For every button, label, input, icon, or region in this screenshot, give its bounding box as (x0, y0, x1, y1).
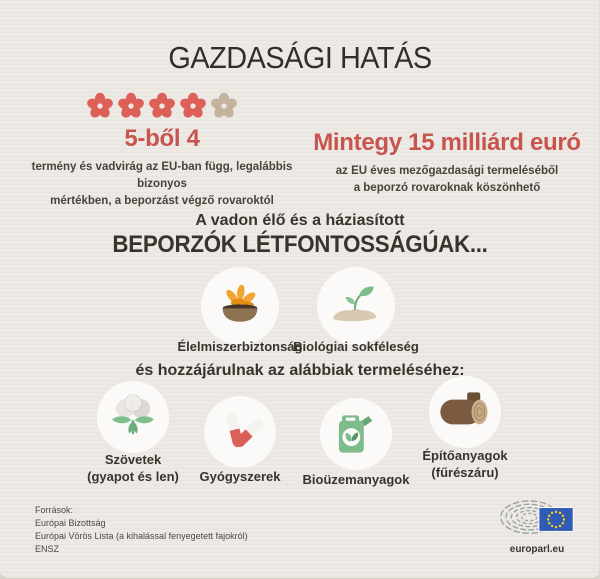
food-security-circle (201, 267, 279, 345)
importance-headline: BEPORZÓK LÉTFONTOSSÁGÚAK... (112, 231, 488, 258)
sources-title: Források: (35, 505, 74, 515)
timber-log-icon (436, 387, 494, 437)
biodiversity-circle (317, 267, 395, 345)
textiles-circle (97, 381, 169, 453)
stat-crops (10, 92, 314, 210)
flower-icon (148, 92, 176, 120)
importance-intro: A vadon élő és a háziasított (195, 212, 405, 229)
europarl-site-link[interactable]: europarl.eu (509, 544, 565, 555)
flower-icon (117, 92, 145, 120)
stat-crops-headline: 5-ből 4 (124, 125, 200, 152)
building-materials-label: Építőanyagok (fűrészáru) (422, 448, 508, 480)
flower-rating (10, 92, 314, 122)
building-materials-circle (429, 376, 501, 448)
flower-icon (210, 92, 238, 120)
stat-euro-text: az EU éves mezőgazdasági termeléséből a beporzó rovaroknak köszönhető (335, 165, 559, 194)
flower-icon (179, 92, 207, 120)
textiles-label: Szövetek (gyapot és len) (87, 452, 179, 484)
biodiversity-label: Biológiai sokféleség (293, 339, 419, 354)
source-item: ENSZ (35, 544, 60, 554)
food-security-label: Élelmiszerbiztonság (177, 339, 303, 354)
stat-crops-text: termény és vadvirág az EU-ban függ, legalábbis bizonyos mértékben, a beporzást végző rovaroktól (31, 161, 293, 207)
european-parliament-logo[interactable] (497, 494, 577, 549)
biofuels-circle (320, 398, 392, 470)
source-item: Európai Bizottság (35, 518, 106, 528)
flower-icon (86, 92, 114, 120)
medicines-circle (204, 396, 276, 468)
cotton-plant-icon (105, 389, 161, 445)
hand-with-sprout-icon (327, 277, 385, 335)
pills-icon (212, 404, 268, 460)
page-title: GAZDASÁGI HATÁS (168, 40, 432, 75)
bowl-of-grain-icon (211, 277, 269, 335)
stat-euro-headline: Mintegy 15 milliárd euró (313, 129, 581, 156)
sources (35, 504, 355, 556)
medicines-label: Gyógyszerek (199, 469, 281, 484)
ep-hemicycle-icon (497, 494, 577, 544)
biofuel-can-icon (328, 406, 384, 462)
stat-euro (304, 126, 590, 197)
biofuels-label: Bioüzemanyagok (302, 472, 410, 487)
source-item: Európai Vörös Lista (a kihalással fenyegetett fajokról) (35, 531, 248, 541)
products-intro: és hozzájárulnak az alábbiak termeléséhez: (135, 362, 465, 379)
